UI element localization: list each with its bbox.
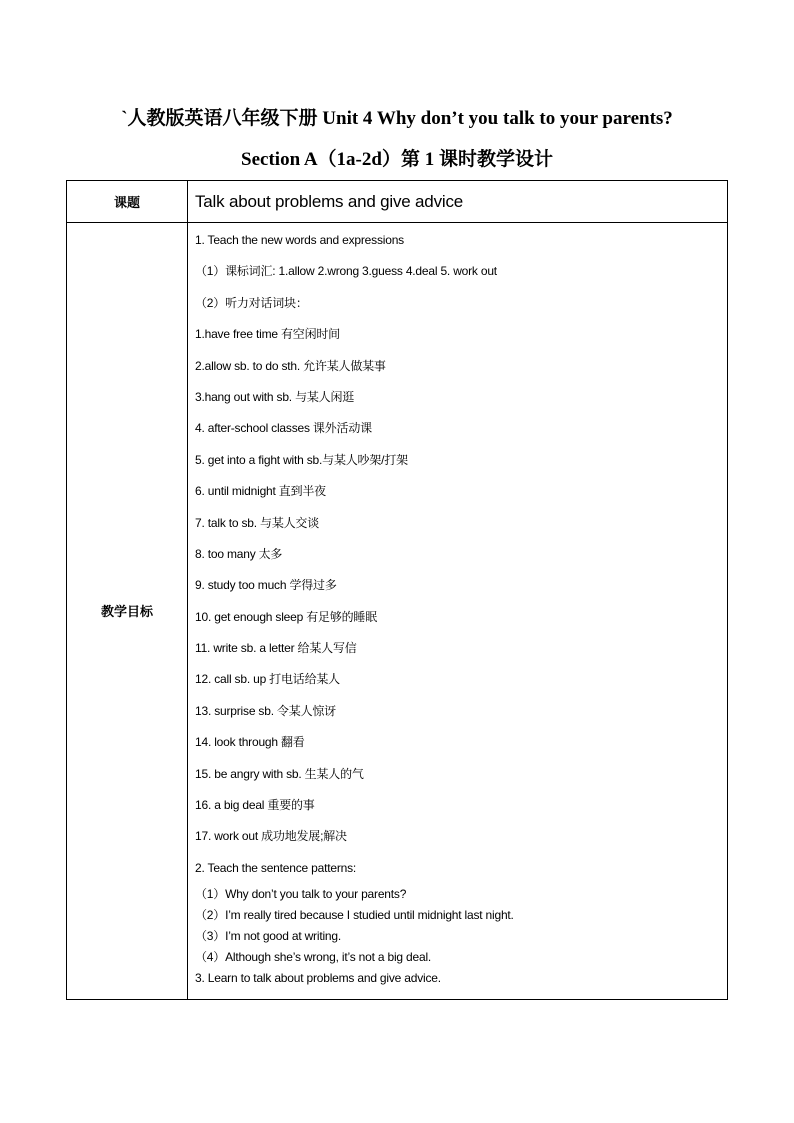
objective-line: 2.allow sb. to do sth. 允许某人做某事 — [195, 358, 386, 373]
objective-line: 1.have free time 有空闲时间 — [195, 327, 340, 342]
objective-line: 4. after-school classes 课外活动课 — [195, 421, 372, 436]
objective-line: 7. talk to sb. 与某人交谈 — [195, 515, 320, 530]
table-row-topic — [67, 181, 728, 223]
objective-line: （2）I’m really tired because I studied until midnight last night. — [195, 907, 514, 922]
objective-line: （2）听力对话词块： — [195, 295, 308, 310]
table-row-objectives — [67, 223, 728, 1000]
objective-line: 9. study too much 学得过多 — [195, 578, 337, 593]
objective-line: 15. be angry with sb. 生某人的气 — [195, 766, 364, 781]
objective-line: 10. get enough sleep 有足够的睡眠 — [195, 609, 378, 624]
objective-line: 6. until midnight 直到半夜 — [195, 484, 326, 499]
topic-label: 课题 — [67, 181, 188, 223]
objective-line: （1）Why don’t you talk to your parents? — [195, 886, 407, 901]
lesson-plan-table — [66, 180, 728, 1000]
objective-line: 17. work out 成功地发展;解决 — [195, 829, 347, 844]
objective-line: （1）课标词汇: 1.allow 2.wrong 3.guess 4.deal 5. work out — [195, 264, 497, 279]
objective-line: （4）Although she’s wrong, it’s not a big deal. — [195, 949, 432, 964]
objective-line: 2. Teach the sentence patterns: — [195, 860, 357, 875]
objective-line: 12. call sb. up 打电话给某人 — [195, 672, 340, 687]
objective-line: 1. Teach the new words and expressions — [195, 233, 404, 247]
objective-line: 8. too many 太多 — [195, 546, 283, 561]
objectives-content — [188, 223, 728, 1000]
objective-line: 11. write sb. a letter 给某人写信 — [195, 641, 357, 656]
topic-value: Talk about problems and give advice — [188, 181, 728, 223]
document-title: `人教版英语八年级下册 Unit 4 Why don’t you talk to your parents? — [121, 108, 673, 129]
objective-line: 3. Learn to talk about problems and give advice. — [195, 970, 441, 985]
objective-line: 3.hang out with sb. 与某人闲逛 — [195, 389, 355, 404]
objective-line: 14. look through 翻看 — [195, 735, 305, 750]
objective-line: 16. a big deal 重要的事 — [195, 798, 315, 813]
objectives-label: 教学目标 — [67, 223, 188, 1000]
document-subtitle: Section A（1a-2d）第 1 课时教学设计 — [241, 149, 553, 170]
objective-line: 5. get into a fight with sb.与某人吵架/打架 — [195, 452, 408, 467]
objective-line: 13. surprise sb. 令某人惊讶 — [195, 703, 336, 718]
objective-line: （3）I’m not good at writing. — [195, 928, 342, 943]
